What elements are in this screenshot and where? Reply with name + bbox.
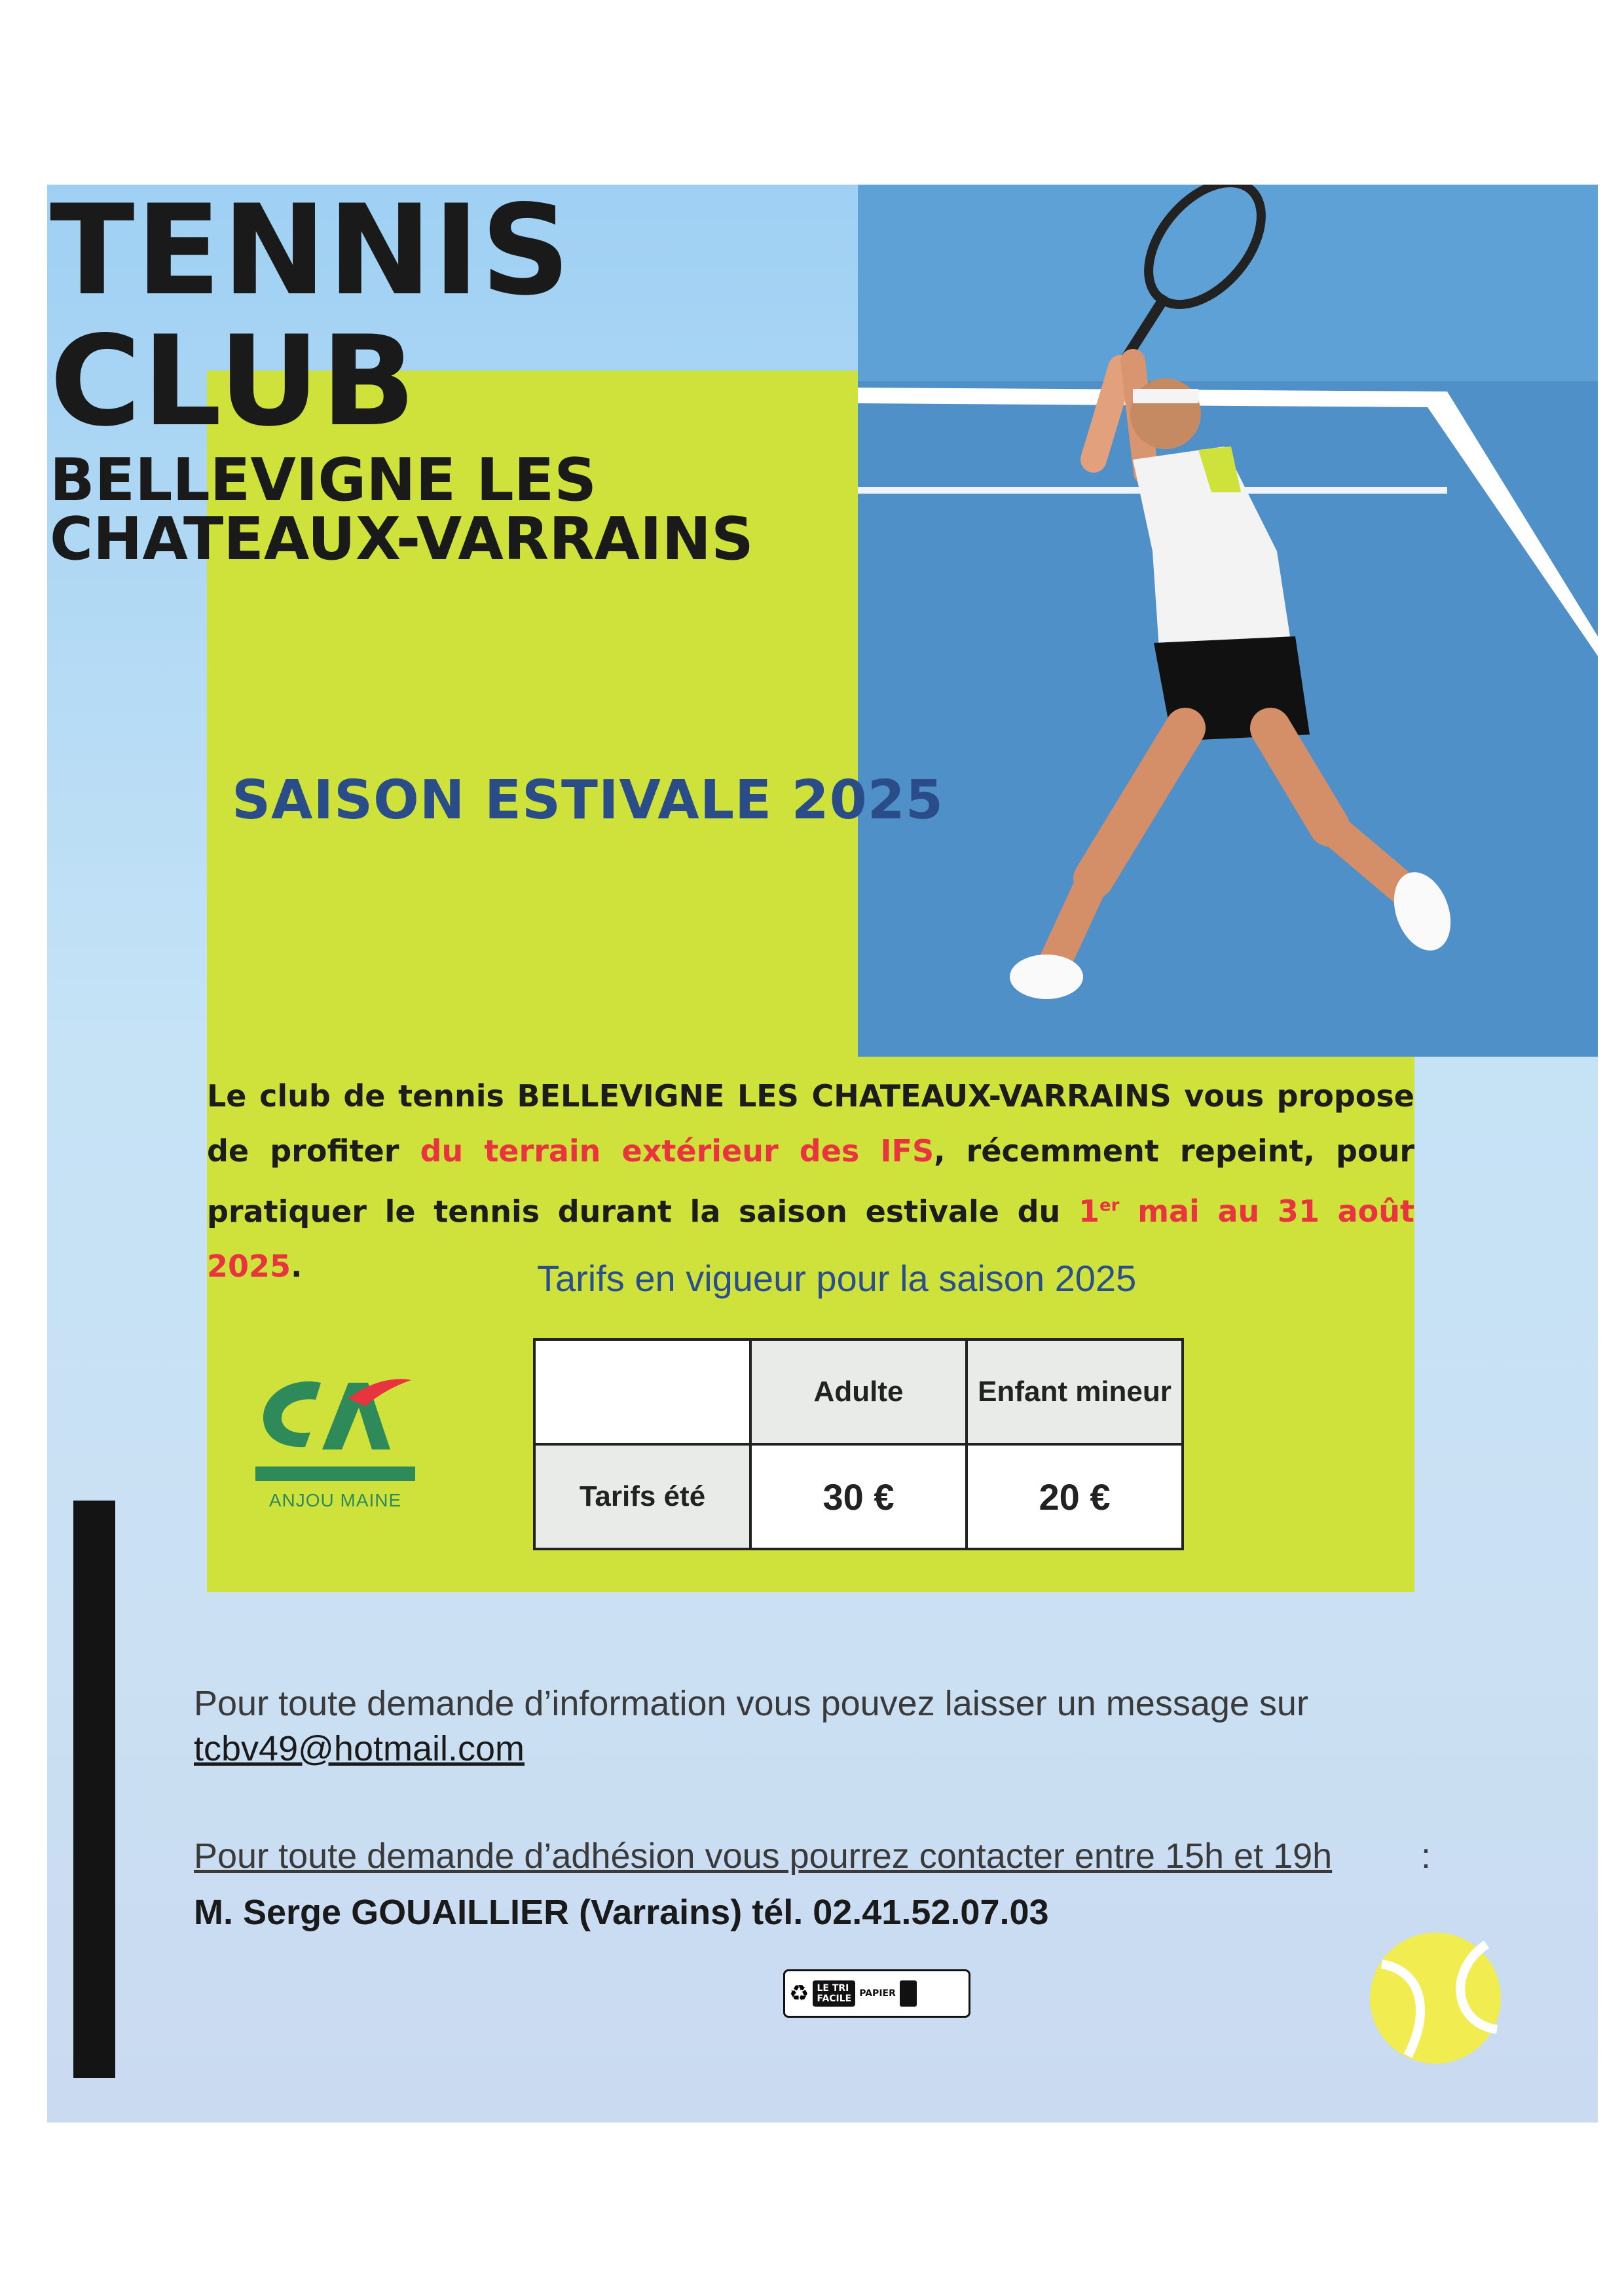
contact-text: M. Serge GOUAILLIER (Varrains) tél. 02.41.52.07.03 <box>194 1893 1049 1932</box>
recycling-logo <box>783 1969 970 2018</box>
tri-label-1: LE TRI <box>817 1983 849 1994</box>
title-club: CLUB <box>50 309 417 454</box>
tennis-ball-graphic <box>1369 1931 1502 2065</box>
season-heading: SAISON ESTIVALE 2025 <box>232 769 944 831</box>
intro-text-1: Le club de tennis BELLEVIGNE LES CHATEAUX-VARRAINS vous propose de profiter <box>207 1078 1414 1169</box>
tennis-player-illustration <box>858 185 1598 1057</box>
info-text-message: Pour toute demande d’information vous pouvez laisser un message sur <box>194 1684 1308 1723</box>
title-tennis: TENNIS <box>50 178 572 323</box>
tennis-ball-icon <box>1369 1931 1502 2065</box>
tri-papier-label: PAPIER <box>859 1988 896 1999</box>
info-colon: : <box>1421 1836 1431 1876</box>
tarifs-table <box>533 1338 1184 1550</box>
info-text-adhesion: Pour toute demande d’adhésion vous pourrez contacter entre 15h et 19h <box>194 1836 1333 1876</box>
tri-badge <box>813 1980 855 2007</box>
table-header-adulte: Adulte <box>750 1339 967 1444</box>
subtitle-line2: CHATEAUX-VARRAINS <box>50 505 754 574</box>
intro-text-3: . <box>291 1248 303 1285</box>
table-row-label: Tarifs été <box>534 1444 750 1549</box>
price-adulte: 30 € <box>750 1444 967 1549</box>
table-row <box>534 1444 1183 1549</box>
recycle-bin-icon <box>900 1980 917 2007</box>
tennis-player-photo <box>858 185 1598 1057</box>
date-day: 1 <box>1078 1194 1099 1230</box>
subtitle-line1: BELLEVIGNE LES <box>50 446 597 515</box>
date-range: mai au 31 août 2025 <box>207 1194 1414 1285</box>
table-header-row <box>534 1339 1183 1444</box>
decorative-black-bar <box>73 1501 115 2078</box>
price-enfant: 20 € <box>967 1444 1183 1549</box>
intro-text-2: , récemment repeint, pour pratiquer le tennis durant la saison estivale du <box>207 1133 1415 1230</box>
ca-logo-icon <box>250 1357 420 1494</box>
email-link[interactable]: tcbv49@hotmail.com <box>194 1729 525 1768</box>
sponsor-label: ANJOU MAINE <box>268 1490 402 1510</box>
recycle-person-icon: ♻ <box>789 1981 809 2006</box>
tarifs-title: Tarifs en vigueur pour la saison 2025 <box>537 1258 1137 1299</box>
table-header-empty <box>534 1339 750 1444</box>
tri-label-2: FACILE <box>817 1994 852 2004</box>
table-header-enfant: Enfant mineur <box>967 1339 1183 1444</box>
intro-highlight-terrain: du terrain extérieur des IFS <box>420 1133 934 1169</box>
date-superscript: er <box>1099 1196 1120 1216</box>
